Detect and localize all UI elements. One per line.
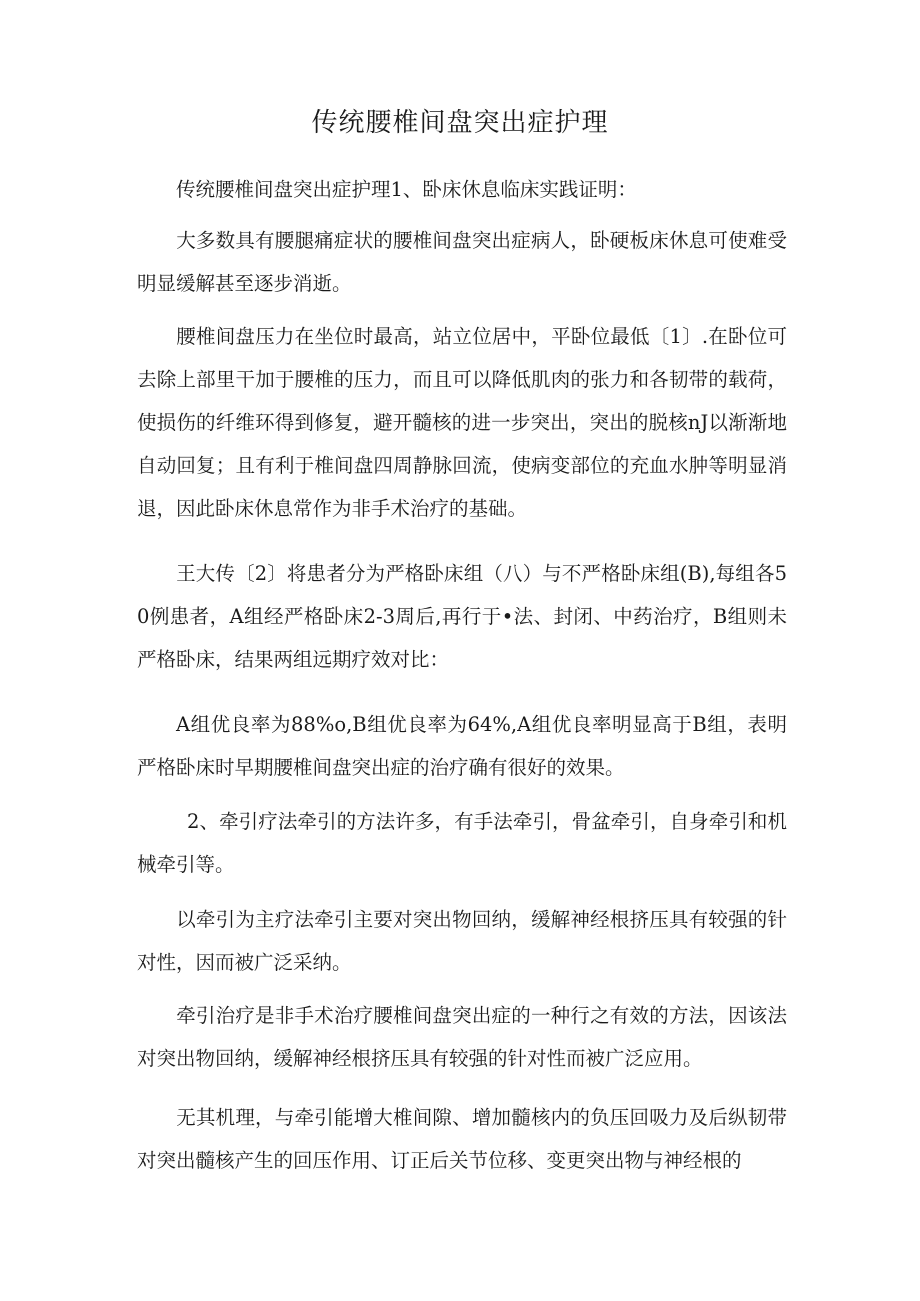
paragraph-7-text: 以牵引为主疗法牵引主要对突出物回纳，缓解神经根挤压具有较强的针对性，因而被广泛采纳。	[137, 908, 787, 974]
paragraph-5-text: A组优良率为88%o,B组优良率为64%,A组优良率明显高于B组，表明严格卧床时早期腰椎间盘突出症的治疗确有很好的效果。	[137, 713, 787, 779]
paragraph-8-text: 牵引治疗是非手术治疗腰椎间盘突出症的一种行之有效的方法，因该法对突出物回纳，缓解神经根挤压具有较强的针对性而被广泛应用。	[137, 1004, 787, 1070]
paragraph-6	[137, 800, 787, 886]
paragraph-9	[137, 1096, 787, 1182]
paragraph-9-text: 无其机理，与牵引能增大椎间隙、增加髓核内的负压回吸力及后纵韧带对突出髓核产生的回压作用、订正后关节位移、变更突出物与神经根的	[137, 1106, 787, 1172]
paragraph-3-text: 腰椎间盘压力在坐位时最高，站立位居中，平卧位最低〔1〕.在卧位可去除上部里干加于腰椎的压力，而且可以降低肌肉的张力和各韧带的载荷，使损伤的纤维环得到修复，避开髓核的进一步突出，突出的脱核nJ以渐渐地自动回复；且有利于椎间盘四周静脉回流，使病变部位的充血水肿等明显消退，因此卧床休息常作为非手术治疗的基础。	[137, 325, 787, 520]
paragraph-6-text: 2、牵引疗法牵引的方法许多，有手法牵引，骨盆牵引，自身牵引和机械牵引等。	[137, 810, 787, 876]
paragraph-8	[137, 994, 787, 1080]
document-title: 传统腰椎间盘突出症护理	[311, 108, 609, 138]
paragraph-5	[137, 703, 787, 789]
paragraph-2-text: 大多数具有腰腿痛症状的腰椎间盘突出症病人，卧硬板床休息可使难受明显缓解甚至逐步消逝。	[137, 229, 787, 295]
paragraph-4	[137, 552, 787, 681]
paragraph-4-text: 王大传〔2〕将患者分为严格卧床组（八）与不严格卧床组(B),每组各50例患者，A组经严格卧床2-3周后,再行于•法、封闭、中药治疗，B组则未严格卧床，结果两组远期疗效对比：	[137, 562, 787, 671]
paragraph-3	[137, 315, 787, 530]
paragraph-2	[137, 219, 787, 305]
paragraph-1	[137, 168, 787, 211]
paragraph-1-text: 传统腰椎间盘突出症护理1、卧床休息临床实践证明：	[176, 178, 637, 201]
paragraph-7	[137, 898, 787, 984]
